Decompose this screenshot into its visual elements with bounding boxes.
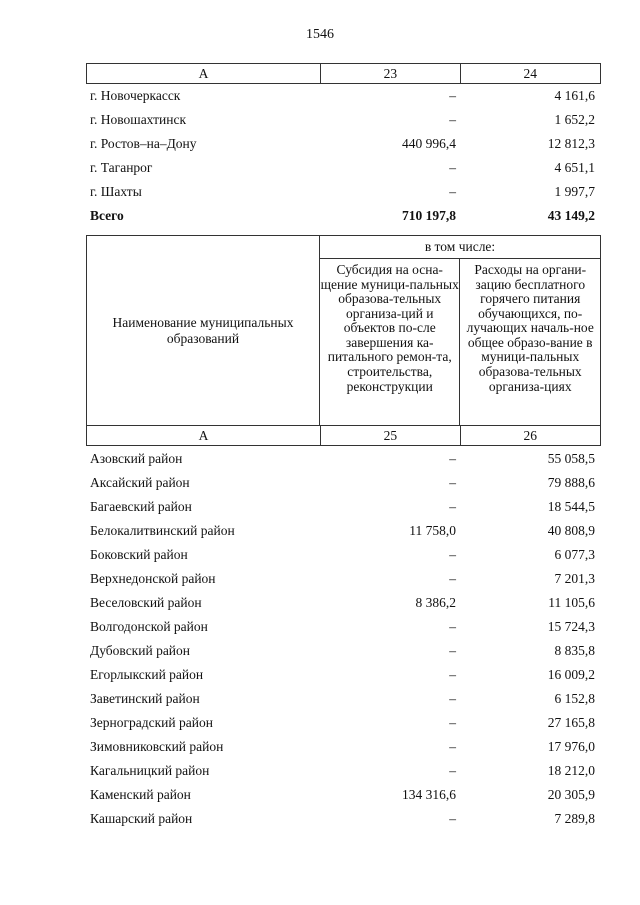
municipality-name: Боковский район — [90, 547, 188, 562]
table-row — [86, 495, 601, 519]
value-col-2: 27 165,8 — [547, 715, 595, 730]
municipality-name: г. Новочеркасск — [90, 88, 181, 103]
table2-number-col-a: А — [198, 427, 209, 443]
table-row — [86, 447, 601, 471]
value-col-1: – — [449, 715, 456, 730]
table-row — [86, 615, 601, 639]
table2-number-row — [86, 425, 601, 446]
value-col-2: 55 058,5 — [547, 451, 595, 466]
table-row — [86, 180, 601, 204]
table-row — [86, 759, 601, 783]
table-row — [86, 735, 601, 759]
col26-header: Расходы на органи-зацию бесплатного горячего питания обучающихся, по-лучающих началь-ное общее образо-вание в муници-пальных образова-тельных организа-циях — [459, 259, 600, 425]
table-row — [86, 591, 601, 615]
table1-total-row — [86, 204, 601, 228]
value-col-2: 1 997,7 — [554, 184, 595, 199]
municipality-name: г. Новошахтинск — [90, 112, 186, 127]
municipality-name: Зимовниковский район — [90, 739, 224, 754]
municipality-name: Заветинский район — [90, 691, 200, 706]
page-number: 1546 — [306, 27, 334, 42]
value-col-2: 40 808,9 — [547, 523, 595, 538]
municipality-name: Азовский район — [90, 451, 183, 466]
municipality-name: Каменский район — [90, 787, 191, 802]
value-col-1: – — [449, 547, 456, 562]
value-col-2: 4 651,1 — [554, 160, 595, 175]
table2-number-col-25: 25 — [320, 426, 459, 445]
table1-header-col-24: 24 — [460, 64, 600, 83]
municipality-name: Аксайский район — [90, 475, 190, 490]
municipality-name: Зерноградский район — [90, 715, 213, 730]
municipality-name: г. Таганрог — [90, 160, 153, 175]
value-col-2: 8 835,8 — [554, 643, 595, 658]
value-col-2: 6 077,3 — [554, 547, 595, 562]
table-row — [86, 156, 601, 180]
table-row — [86, 711, 601, 735]
table-row — [86, 471, 601, 495]
municipality-name: Белокалитвинский район — [90, 523, 235, 538]
value-col-2: 4 161,6 — [554, 88, 595, 103]
value-col-1: 440 996,4 — [402, 136, 456, 151]
table-row — [86, 783, 601, 807]
total-value-24: 43 149,2 — [547, 208, 595, 223]
value-col-1: 134 316,6 — [402, 787, 456, 802]
value-col-1: – — [449, 475, 456, 490]
municipality-name: г. Шахты — [90, 184, 142, 199]
municipality-name: Дубовский район — [90, 643, 191, 658]
col25-header: Субсидия на осна-щение муници-пальных образова-тельных организа-ций и объектов по-сле завершения ка-питального ремон-та, строительства, реконструкции — [320, 262, 459, 394]
table1-header-col-23: 23 — [320, 64, 459, 83]
value-col-1: 8 386,2 — [415, 595, 456, 610]
table-main — [86, 235, 601, 831]
value-col-2: 16 009,2 — [547, 667, 595, 682]
value-col-1: – — [449, 160, 456, 175]
table1-header-row — [86, 63, 601, 84]
value-col-2: 6 152,8 — [554, 691, 595, 706]
value-col-1: – — [449, 667, 456, 682]
value-col-2: 17 976,0 — [547, 739, 595, 754]
total-value-23: 710 197,8 — [402, 208, 456, 223]
municipality-name: Кашарский район — [90, 811, 193, 826]
value-col-2: 7 201,3 — [554, 571, 595, 586]
value-col-1: – — [449, 88, 456, 103]
table-row — [86, 663, 601, 687]
value-col-1: – — [449, 811, 456, 826]
value-col-2: 1 652,2 — [554, 112, 595, 127]
value-col-1: – — [449, 451, 456, 466]
value-col-2: 11 105,6 — [548, 595, 595, 610]
total-label: Всего — [90, 208, 124, 223]
table2-number-col-26: 26 — [460, 426, 600, 445]
municipality-name: Егорлыкский район — [90, 667, 204, 682]
value-col-2: 18 544,5 — [547, 499, 595, 514]
value-col-1: – — [449, 691, 456, 706]
value-col-1: – — [449, 571, 456, 586]
value-col-1: – — [449, 619, 456, 634]
value-col-2: 79 888,6 — [547, 475, 595, 490]
municipality-name: г. Ростов–на–Дону — [90, 136, 197, 151]
value-col-1: – — [449, 643, 456, 658]
value-col-1: – — [449, 739, 456, 754]
value-col-2: 18 212,0 — [547, 763, 595, 778]
municipality-name: Веселовский район — [90, 595, 202, 610]
table1-header-col-a: А — [198, 65, 209, 81]
value-col-2: 12 812,3 — [547, 136, 595, 151]
table-row — [86, 84, 601, 108]
table-row — [86, 687, 601, 711]
table-row — [86, 108, 601, 132]
value-col-1: – — [449, 763, 456, 778]
value-col-1: – — [449, 112, 456, 127]
table-row — [86, 567, 601, 591]
municipality-name: Верхнедонской район — [90, 571, 216, 586]
municipality-name: Багаевский район — [90, 499, 192, 514]
value-col-2: 7 289,8 — [554, 811, 595, 826]
table-row — [86, 519, 601, 543]
table-row — [86, 807, 601, 831]
value-col-1: – — [449, 499, 456, 514]
table-continuation — [86, 63, 601, 228]
value-col-1: 11 758,0 — [409, 523, 456, 538]
table-row — [86, 639, 601, 663]
value-col-2: 20 305,9 — [547, 787, 595, 802]
table2-header — [86, 235, 601, 425]
value-col-2: 15 724,3 — [547, 619, 595, 634]
value-col-1: – — [449, 184, 456, 199]
municipality-name: Волгодонской район — [90, 619, 208, 634]
municipality-name: Кагальницкий район — [90, 763, 210, 778]
table-row — [86, 543, 601, 567]
including-header: в том числе: — [320, 236, 600, 259]
table-row — [86, 132, 601, 156]
municipality-column-header: Наименование муниципальных образований — [112, 314, 294, 346]
